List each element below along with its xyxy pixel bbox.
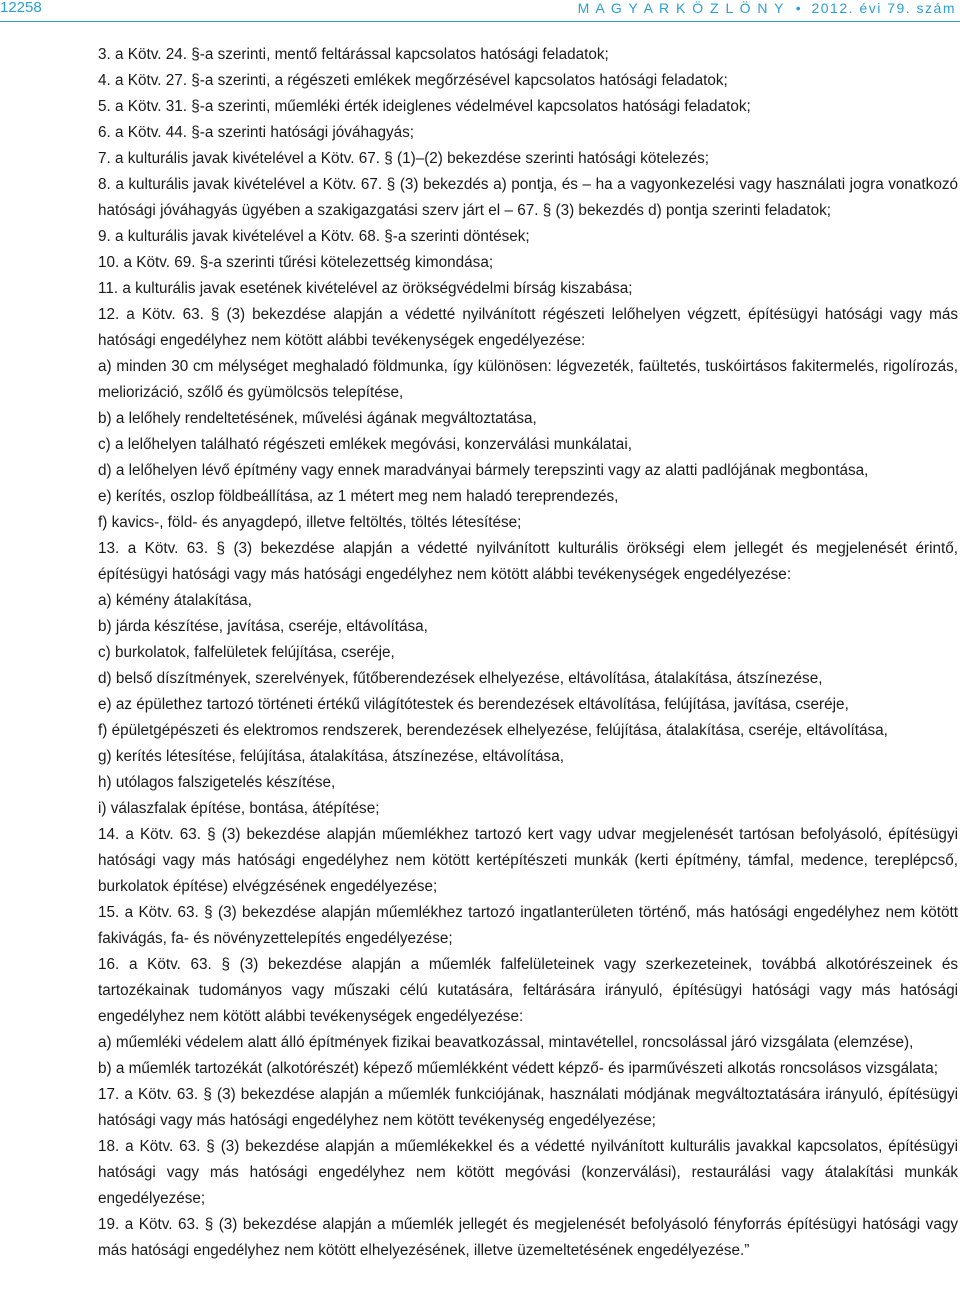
list-item: 14. a Kötv. 63. § (3) bekezdése alapján műemlékhez tartozó kert vagy udvar megjelenését tartósan befolyásoló, építésügyi hatósági vagy más hatósági engedélyhez nem kötött kertépítészeti munkák (kerti építmény, támfal, medence, tereplépcső, burkolatok építése) elvégzésének engedélyezése; <box>98 826 958 895</box>
sub-item: a) műemléki védelem alatt álló építmények fizikai beavatkozással, mintavétellel, roncsolással járó vizsgálata (elemzése), <box>98 1034 914 1051</box>
list-item: 8. a kulturális javak kivételével a Kötv. 67. § (3) bekezdés a) pontja, és – ha a vagyonkezelési vagy használati jogra vonatkozó hatósági jóváhagyás ügyében a szakigazgatási szerv járt el – 67. § (3) bekezdés d) pontja szerinti feladatok; <box>98 176 958 219</box>
sub-item: g) kerítés létesítése, felújítása, átalakítása, átszínezése, eltávolítása, <box>98 748 564 765</box>
list-item: 3. a Kötv. 24. §-a szerinti, mentő feltárással kapcsolatos hatósági feladatok; <box>98 46 609 63</box>
journal-title <box>578 0 956 16</box>
sub-item: a) kémény átalakítása, <box>98 592 252 609</box>
sub-item: e) kerítés, oszlop földbeállítása, az 1 métert meg nem haladó tereprendezés, <box>98 488 619 505</box>
sub-item: e) az épülethez tartozó történeti értékű világítótestek és berendezések eltávolítása, felújítása, javítása, cseréje, <box>98 696 849 713</box>
sub-item: d) a lelőhelyen lévő építmény vagy ennek maradványai bármely terepszinti vagy az alatti padlójának megbontása, <box>98 462 869 479</box>
sub-item: c) a lelőhelyen található régészeti emlékek megóvási, konzerválási munkálatai, <box>98 436 632 453</box>
list-item: 18. a Kötv. 63. § (3) bekezdése alapján a műemlékekkel és a védetté nyilvánított kulturális javakkal kapcsolatos, építésügyi hatósági vagy más hatósági engedélyhez nem kötött megóvási (konzerválási), restaurálási vagy átalakítási munkák engedélyezése; <box>98 1138 958 1207</box>
page-number: 12258 <box>0 0 42 16</box>
sub-item: h) utólagos falszigetelés készítése, <box>98 774 336 791</box>
list-item: 6. a Kötv. 44. §-a szerinti hatósági jóváhagyás; <box>98 124 415 141</box>
sub-item: b) járda készítése, javítása, cseréje, eltávolítása, <box>98 618 428 635</box>
sub-item: c) burkolatok, falfelületek felújítása, cseréje, <box>98 644 395 661</box>
list-item: 12. a Kötv. 63. § (3) bekezdése alapján a védetté nyilvánított régészeti lelőhelyen végzett, építésügyi hatósági vagy más hatósági engedélyhez nem kötött alábbi tevékenységek engedélyezése: <box>98 306 958 349</box>
sub-item: b) a műemlék tartozékát (alkotórészét) képező műemlékként védett képző- és iparművészeti alkotás roncsolásos vizsgálata; <box>98 1060 939 1077</box>
list-item: 9. a kulturális javak kivételével a Kötv. 68. §-a szerinti döntések; <box>98 228 530 245</box>
list-item: 15. a Kötv. 63. § (3) bekezdése alapján műemlékhez tartozó ingatlanterületen történő, más hatósági engedélyhez nem kötött fakivágás, fa- és növényzettelepítés engedélyezése; <box>98 904 958 947</box>
list-item: 13. a Kötv. 63. § (3) bekezdése alapján a védetté nyilvánított kulturális örökségi elem jellegét és megjelenését érintő, építésügyi hatósági vagy más hatósági engedélyhez nem kötött alábbi tevékenységek engedélyezése: <box>98 540 958 583</box>
sub-item: b) a lelőhely rendeltetésének, művelési ágának megváltoztatása, <box>98 410 537 427</box>
list-item: 4. a Kötv. 27. §-a szerinti, a régészeti emlékek megőrzésével kapcsolatos hatósági feladatok; <box>98 72 728 89</box>
list-item: 7. a kulturális javak kivételével a Kötv. 67. § (1)–(2) bekezdése szerinti hatósági kötelezés; <box>98 150 710 167</box>
list-item: 11. a kulturális javak esetének kivételével az örökségvédelmi bírság kiszabása; <box>98 280 633 297</box>
sub-item: a) minden 30 cm mélységet meghaladó földmunka, így különösen: légvezeték, faültetés, tuskóirtásos fakitermelés, rigolírozás, meliorizáció, szőlő és gyümölcsös telepítése, <box>98 358 958 401</box>
page-header <box>0 0 960 24</box>
list-item: 19. a Kötv. 63. § (3) bekezdése alapján a műemlék jellegét és megjelenését befolyásoló fényforrás építésügyi hatósági vagy más hatósági engedélyhez nem kötött elhelyezésének, illetve üzemeltetésének engedélyezése.” <box>98 1216 958 1259</box>
issue-number: 2012. évi 79. szám <box>811 0 956 16</box>
header-rule <box>0 21 960 22</box>
sub-item: f) épületgépészeti és elektromos rendszerek, berendezések elhelyezése, felújítása, átalakítása, cseréje, eltávolítása, <box>98 722 888 739</box>
list-item: 10. a Kötv. 69. §-a szerinti tűrési kötelezettség kimondása; <box>98 254 494 271</box>
separator-dot: • <box>795 0 801 16</box>
sub-item: d) belső díszítmények, szerelvények, fűtőberendezések elhelyezése, eltávolítása, átalakítása, átszínezése, <box>98 670 823 687</box>
journal-name: M A G Y A R K Ö Z L Ö N Y <box>577 0 786 16</box>
sub-item: f) kavics-, föld- és anyagdepó, illetve feltöltés, töltés létesítése; <box>98 514 522 531</box>
list-item: 17. a Kötv. 63. § (3) bekezdése alapján a műemlék funkciójának, használati módjának megváltoztatására irányuló, építésügyi hatósági vagy más hatósági engedélyhez nem kötött tevékenység engedélyezése; <box>98 1086 958 1129</box>
list-item: 5. a Kötv. 31. §-a szerinti, műemléki érték ideiglenes védelmével kapcsolatos hatósági feladatok; <box>98 98 751 115</box>
list-item: 16. a Kötv. 63. § (3) bekezdése alapján a műemlék falfelületeinek vagy szerkezeteinek, továbbá alkotórészeinek és tartozékainak tudományos vagy műszaki célú kutatására, feltárására irányuló, építésügyi hatósági vagy más hatósági engedélyhez nem kötött alábbi tevékenységek engedélyezése: <box>98 956 958 1025</box>
sub-item: i) válaszfalak építése, bontása, átépítése; <box>98 800 380 817</box>
document-body <box>98 42 958 1264</box>
